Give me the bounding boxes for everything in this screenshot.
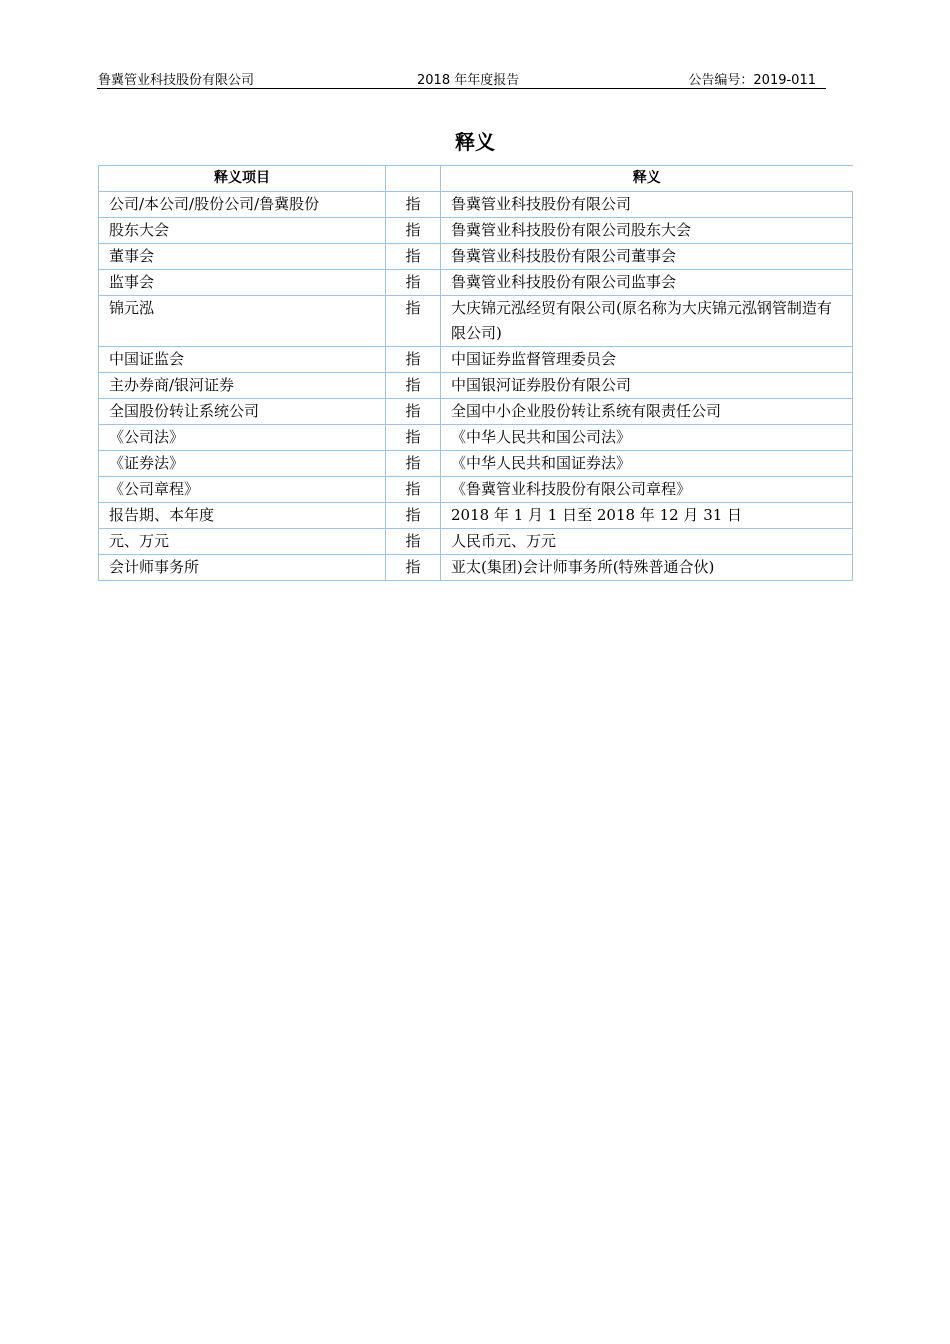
cell-ref: 指	[386, 529, 441, 555]
cell-definition: 亚太(集团)会计师事务所(特殊普通合伙)	[441, 555, 853, 581]
section-title: 释义	[455, 130, 495, 154]
cell-term: 公司/本公司/股份公司/鲁冀股份	[99, 192, 386, 218]
cell-ref: 指	[386, 270, 441, 296]
cell-definition: 鲁冀管业科技股份有限公司董事会	[441, 244, 853, 270]
cell-definition: 中国银河证券股份有限公司	[441, 373, 853, 399]
header-notice-number: 公告编号：2019-011	[688, 73, 816, 88]
cell-ref: 指	[386, 477, 441, 503]
definitions-table	[98, 165, 853, 581]
cell-definition: 大庆锦元泓经贸有限公司(原名称为大庆锦元泓钢管制造有限公司)	[441, 296, 853, 347]
table-row	[99, 529, 853, 555]
page-header	[97, 68, 826, 89]
table-row	[99, 244, 853, 270]
cell-term: 锦元泓	[99, 296, 386, 347]
cell-definition: 鲁冀管业科技股份有限公司监事会	[441, 270, 853, 296]
header-company: 鲁冀管业科技股份有限公司	[98, 73, 255, 88]
table-row	[99, 399, 853, 425]
cell-term: 股东大会	[99, 218, 386, 244]
table-row	[99, 192, 853, 218]
cell-term: 元、万元	[99, 529, 386, 555]
cell-ref: 指	[386, 555, 441, 581]
cell-definition: 鲁冀管业科技股份有限公司	[441, 192, 853, 218]
cell-term: 中国证监会	[99, 347, 386, 373]
table-row	[99, 270, 853, 296]
cell-term: 《证券法》	[99, 451, 386, 477]
column-header-definition: 释义	[441, 166, 853, 192]
cell-term: 全国股份转让系统公司	[99, 399, 386, 425]
cell-term: 《公司法》	[99, 425, 386, 451]
cell-term: 监事会	[99, 270, 386, 296]
column-header-ref	[386, 166, 441, 192]
cell-ref: 指	[386, 425, 441, 451]
cell-ref: 指	[386, 296, 441, 347]
cell-definition: 《中华人民共和国公司法》	[441, 425, 853, 451]
cell-ref: 指	[386, 373, 441, 399]
table-row	[99, 373, 853, 399]
header-report-title: 2018 年年度报告	[417, 73, 520, 88]
table-header-row	[99, 166, 853, 192]
table-row	[99, 555, 853, 581]
cell-ref: 指	[386, 451, 441, 477]
table-row	[99, 477, 853, 503]
cell-definition: 2018 年 1 月 1 日至 2018 年 12 月 31 日	[441, 503, 853, 529]
cell-definition: 全国中小企业股份转让系统有限责任公司	[441, 399, 853, 425]
cell-definition: 《中华人民共和国证券法》	[441, 451, 853, 477]
cell-term: 《公司章程》	[99, 477, 386, 503]
cell-term: 报告期、本年度	[99, 503, 386, 529]
cell-definition: 中国证券监督管理委员会	[441, 347, 853, 373]
cell-ref: 指	[386, 399, 441, 425]
cell-ref: 指	[386, 218, 441, 244]
cell-ref: 指	[386, 244, 441, 270]
table-row	[99, 218, 853, 244]
cell-definition: 鲁冀管业科技股份有限公司股东大会	[441, 218, 853, 244]
cell-term: 会计师事务所	[99, 555, 386, 581]
cell-definition: 《鲁冀管业科技股份有限公司章程》	[441, 477, 853, 503]
table-row	[99, 451, 853, 477]
cell-ref: 指	[386, 347, 441, 373]
cell-definition: 人民币元、万元	[441, 529, 853, 555]
cell-ref: 指	[386, 192, 441, 218]
table-row	[99, 503, 853, 529]
table-row	[99, 425, 853, 451]
cell-ref: 指	[386, 503, 441, 529]
table-row	[99, 347, 853, 373]
cell-term: 董事会	[99, 244, 386, 270]
table-row	[99, 296, 853, 347]
column-header-term: 释义项目	[99, 166, 386, 192]
cell-term: 主办券商/银河证券	[99, 373, 386, 399]
